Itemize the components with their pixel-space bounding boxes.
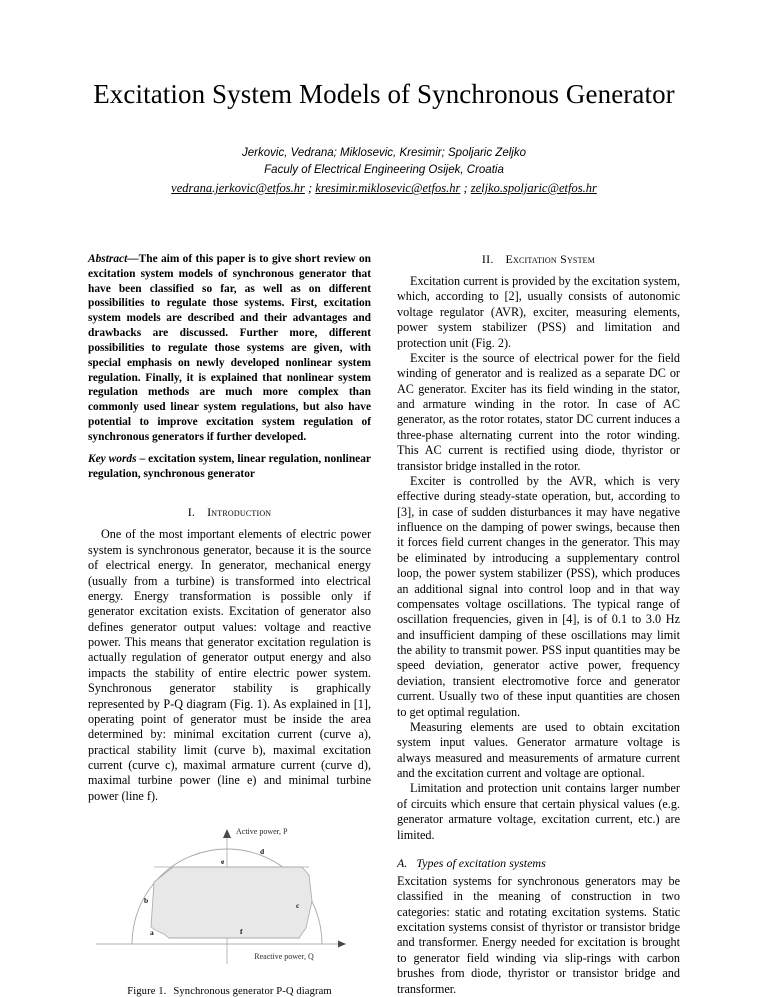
keywords-text: – excitation system, linear regulation, nonlinear regulation, synchronous generator [88,452,371,480]
pq-diagram-svg [88,819,371,974]
excitation-paragraph-2: Exciter is the source of electrical power for the field winding of generator and is realized as a separate DC or AC generator. Exciter has its field winding in the stator, and armature winding in the rotor. In case of AC generator, as the rotor rotates, stator DC current induces a three-phase alternating current into the rotor winding. This AC current is rectified using diode, thyristor or transistor bridge installed in the rotor. [397,350,680,473]
section-title: Introduction [207,505,272,520]
excitation-paragraph-3: Exciter is controlled by the AVR, which is very effective during steady-state operation, but, according to [3], in case of sudden disturbances it may have negative influence on the damping of power swings, because then it forces field current changes in the generator. This may be eliminated by introducing a supplementary control loop, the power system stabilizer (PSS), which produces an additional signal into control loop and in that way compensates voltage oscillations. The typical range of oscillation frequencies, given in [4], is of 0.1 to 3.0 Hz and insufficient damping of these oscillations may limit the ability to transmit power. PSS input quantities may be speed deviation, generator active power, frequency deviation, transient electromotive force and generator current. Usually two of these input quantities are chosen to get optimal regulation. [397,473,680,719]
intro-paragraph-1: One of the most important elements of electric power system is synchronous generator, because it is the source of electrical energy. In generator, mechanical energy (usually from a turbine) is transformed into electrical energy. Energy transformation is possible only if generator excitation exists. Excitation of generator also defines generator output values: voltage and reactive power. This means that generator excitation regulation is actually regulation of generator output energy and also impacts the stability of entire electric power system. Synchronous generator stability is graphically represented by P-Q diagram (Fig. 1). As explained in [1], operating point of generator must be inside the area determined by: minimal excitation current (curve a), practical stability limit (curve b), maximal excitation current (curve c), maximal armature current (curve d), maximal turbine power (line e) and minimal turbine power (line f). [88,527,371,803]
section-heading-excitation-system [397,252,680,267]
figure-caption-text: Synchronous generator P-Q diagram [173,986,332,997]
email-separator-2: ; [460,181,471,196]
column-left [88,252,371,997]
email-link-3[interactable]: zeljko.spoljaric@etfos.hr [470,181,597,196]
abstract-text: The aim of this paper is to give short review on excitation system models of synchronous generator that have been classified so far, as well as on different possibilities to regulate those systems. First, excitation system models are described and their advantages and drawbacks are discussed. Further more, different possibilities to regulate those systems are given, with special emphasis on newly developed nonlinear system regulation. Finally, it is explained that nonlinear system regulation methods are much more complex than commonly used linear system regulations, but also have potential to improve excitation system regulation of synchronous generators if further developed. [88,253,371,443]
subsection-title: Types of excitation systems [416,855,546,870]
email-separator-1: ; [304,181,316,196]
author-names: Jerkovic, Vedrana; Miklosevic, Kresimir; Spoljaric Zeljko [242,146,526,159]
excitation-paragraph-4: Measuring elements are used to obtain excitation system input values. Generator armature voltage is always measured and measurements of armature current and the excitation current and voltage are optional. [397,719,680,780]
excitation-paragraph-1: Excitation current is provided by the excitation system, which, according to [2], usually consists of autonomic voltage regulator (AVR), exciter, measuring elements, power system stabilizer (PSS) and limitation and protection unit (Fig. 2). [397,274,680,350]
types-paragraph-1: Excitation systems for synchronous generators may be classified in the meaning of construction in two categories: static and rotating excitation systems. Static excitation systems consist of thyristor or transistor bridge and transformer. Energy needed for excitation is brought to generator field winding via slip-rings with carbon brushes from diode, thyristor or transistor bridge and transformer. [397,873,680,996]
page-title: Excitation System Models of Synchronous Generator [93,79,675,109]
email-link-1[interactable]: vedrana.jerkovic@etfos.hr [171,181,305,196]
email-line [88,180,680,197]
figure-1 [88,819,371,997]
figure-label-e: e [221,857,225,867]
section-heading-introduction [88,505,371,520]
author-affiliation: Faculy of Electrical Engineering Osijek, Croatia [264,163,504,176]
figure-label-a: a [150,928,154,938]
author-block [88,145,680,178]
figure-label-c: c [296,901,300,911]
section-title: Excitation System [505,252,596,266]
figure-caption-number: Figure 1. [127,986,167,997]
email-link-2[interactable]: kresimir.miklosevic@etfos.hr [315,181,461,196]
body-columns [88,252,680,997]
section-number: I. [187,505,196,520]
title-block [88,78,680,197]
excitation-paragraph-5: Limitation and protection unit contains larger number of circuits which ensure that certain physical values (e.g. generator armature voltage, excitation current, etc.) are limited. [397,781,680,842]
x-axis-label: Reactive power, Q [254,952,314,962]
x-axis-arrow-icon [338,941,346,948]
figure-caption [88,986,371,997]
figure-label-f: f [240,927,243,937]
figure-label-b: b [144,896,149,906]
y-axis-label: Active power, P [236,827,288,837]
subsection-heading-types [397,856,680,871]
keywords-paragraph [88,452,371,482]
figure-label-d: d [260,847,265,857]
operating-region-polygon [151,867,312,938]
subsection-number: A. [397,855,408,870]
keywords-lead: Key words [88,452,137,465]
abstract-lead: Abstract— [88,253,139,265]
section-number: II. [481,252,494,266]
y-axis-arrow-icon [223,829,231,838]
abstract-paragraph [88,252,371,445]
column-right [397,252,680,997]
